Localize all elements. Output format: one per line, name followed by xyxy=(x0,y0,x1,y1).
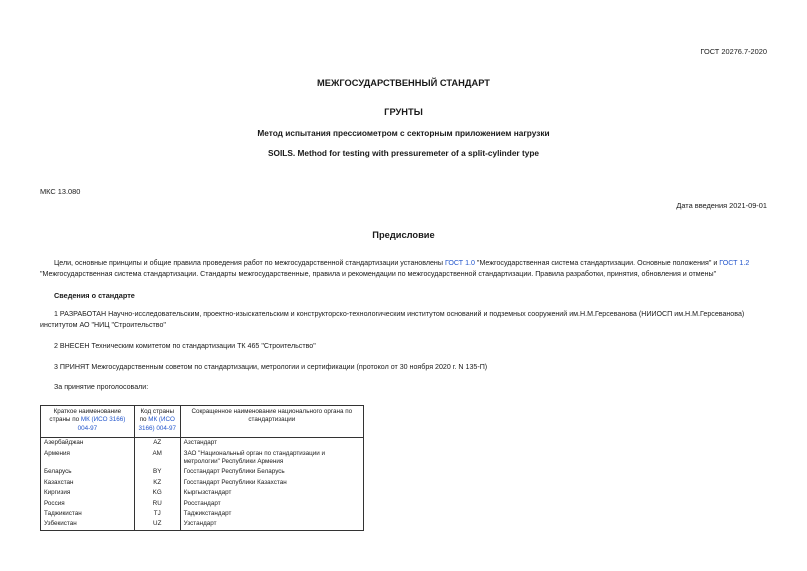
header-national-body: Сокращенное наименование национального органа по стандартизации xyxy=(180,406,363,438)
adopted-by-paragraph: 3 ПРИНЯТ Межгосударственным советом по стандартизации, метрологии и сертификации (протокол от 30 ноября 2020 г. N 135-П) xyxy=(54,363,488,371)
mks-code: МКС 13.080 xyxy=(40,187,81,196)
developed-by-paragraph: 1 РАЗРАБОТАН Научно-исследовательским, проектно-изыскательским и конструкторско-технологическим институтом оснований и подземных сооружений им.Н.М.Герсеванова (НИИОСП им.Н.М.Герсеванова) институтом АО "НИЦ "Строительство" xyxy=(40,310,745,329)
code-cell: BY xyxy=(134,467,180,477)
code-cell: AM xyxy=(134,449,180,468)
body-cell: Таджикстандарт xyxy=(180,509,363,519)
country-cell: Беларусь xyxy=(41,467,135,477)
p1-text-a: Цели, основные принципы и общие правила проведения работ по межгосударственной стандартизации установлены xyxy=(54,259,445,267)
table-row xyxy=(41,488,364,498)
table-row xyxy=(41,519,364,530)
body-cell: Азстандарт xyxy=(180,438,363,449)
body-cell: Госстандарт Республики Казахстан xyxy=(180,478,363,488)
body-cell: Узстандарт xyxy=(180,519,363,530)
introduced-by-paragraph: 2 ВНЕСЕН Техническим комитетом по стандартизации ТК 465 "Строительство" xyxy=(54,342,316,350)
body-cell: Госстандарт Республики Беларусь xyxy=(180,467,363,477)
standard-type-title: МЕЖГОСУДАРСТВЕННЫЙ СТАНДАРТ xyxy=(317,78,490,88)
code-cell: RU xyxy=(134,499,180,509)
method-title-ru: Метод испытания прессиометром с секторным приложением нагрузки xyxy=(257,128,550,138)
country-cell: Казахстан xyxy=(41,478,135,488)
header-country-code xyxy=(134,406,180,438)
country-cell: Киргизия xyxy=(41,488,135,498)
table-row xyxy=(41,449,364,468)
body-cell: Кыргызстандарт xyxy=(180,488,363,498)
country-cell: Узбекистан xyxy=(41,519,135,530)
code-cell: KG xyxy=(134,488,180,498)
table-row xyxy=(41,467,364,477)
mk-iso-link-country[interactable]: МК (ИСО 3166) 004-97 xyxy=(77,416,126,432)
table-row xyxy=(41,509,364,519)
standard-info-heading: Сведения о стандарте xyxy=(54,291,135,300)
table-header-row xyxy=(41,406,364,438)
code-cell: KZ xyxy=(134,478,180,488)
table-row xyxy=(41,478,364,488)
code-cell: AZ xyxy=(134,438,180,449)
header-country-text: Краткое наименование страны по xyxy=(49,408,122,424)
preface-heading: Предисловие xyxy=(372,230,435,240)
gost-1-0-link[interactable]: ГОСТ 1.0 xyxy=(444,259,475,267)
effective-date: Дата введения 2021-09-01 xyxy=(676,201,767,210)
country-cell: Армения xyxy=(41,449,135,468)
table-row xyxy=(41,499,364,509)
header-country-name xyxy=(41,406,135,438)
code-cell: TJ xyxy=(134,509,180,519)
body-cell: Росстандарт xyxy=(180,499,363,509)
table-row xyxy=(41,438,364,449)
gost-1-2-link[interactable]: ГОСТ 1.2 xyxy=(719,259,750,267)
document-code: ГОСТ 20276.7-2020 xyxy=(700,47,767,56)
subject-title: ГРУНТЫ xyxy=(384,107,423,117)
country-cell: Таджикистан xyxy=(41,509,135,519)
p1-text-c: "Межгосударственная система стандартизации. Стандарты межгосударственные, правила и рекомендации по межгосударственной стандартизации. Правила разработки, принятия, обновления и отмены" xyxy=(40,269,717,278)
method-title-en: SOILS. Method for testing with pressuremeter of a split-cylinder type xyxy=(267,148,540,158)
preface-paragraph-goals xyxy=(40,258,771,279)
mk-iso-link-code[interactable]: МК (ИСО 3166) 004-97 xyxy=(138,416,176,432)
header-code-text: Код страны по xyxy=(139,408,174,424)
body-cell: ЗАО "Национальный орган по стандартизации и метрологии" Республики Армения xyxy=(180,449,363,468)
country-cell: Азербайджан xyxy=(41,438,135,449)
voting-countries-table xyxy=(40,405,364,531)
code-cell: UZ xyxy=(134,519,180,530)
voted-for-label: За принятие проголосовали: xyxy=(54,383,149,391)
p1-text-b: "Межгосударственная система стандартизации. Основные положения" и xyxy=(474,259,720,267)
country-cell: Россия xyxy=(41,499,135,509)
